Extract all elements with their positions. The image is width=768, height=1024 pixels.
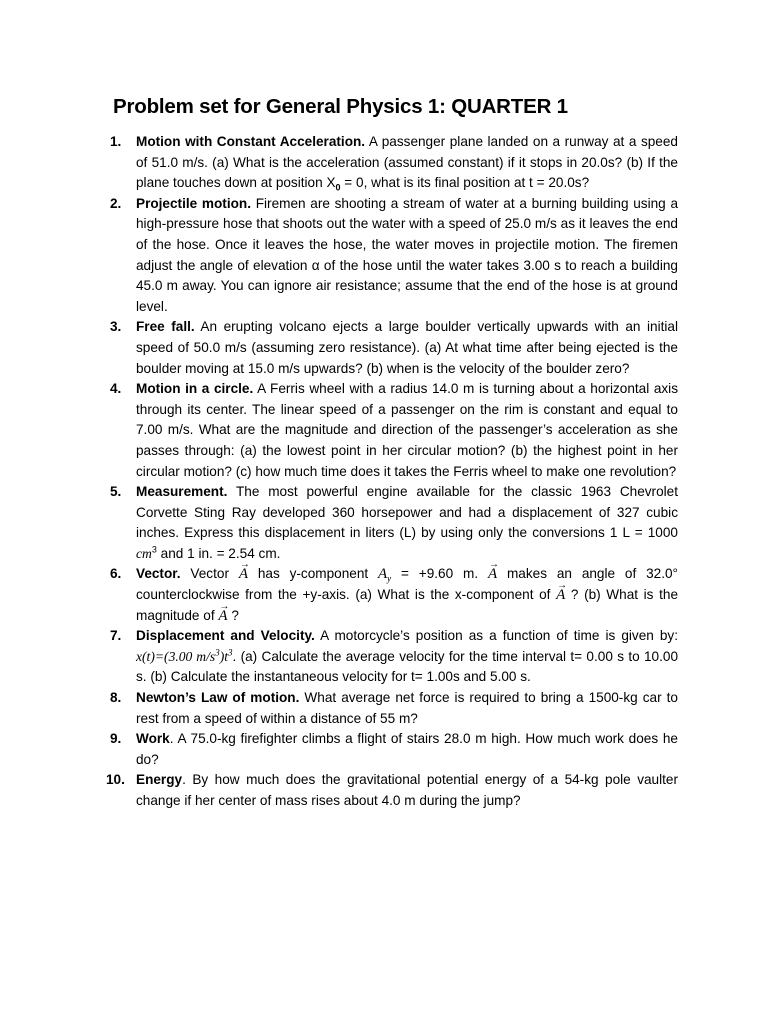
problem-number: 10. bbox=[106, 772, 125, 788]
problem-heading: Measurement. bbox=[136, 484, 228, 500]
problem-number: 2. bbox=[110, 195, 122, 211]
problem-number: 5. bbox=[110, 484, 122, 500]
problem-number: 7. bbox=[110, 628, 122, 644]
problem-item-5 bbox=[100, 482, 678, 564]
problem-text: A motorcycle’s position as a function of time is given by: bbox=[314, 628, 679, 644]
problem-text: What average net force is required to bring a 1500-kg car to rest from a speed of within a distance of 55 m? bbox=[136, 690, 678, 726]
problem-heading: Projectile motion. bbox=[136, 195, 251, 211]
subscript: 0 bbox=[335, 182, 341, 193]
problem-number: 9. bbox=[110, 731, 122, 747]
problem-heading: Vector. bbox=[136, 566, 181, 582]
vector-a-symbol: → A bbox=[556, 585, 565, 606]
problem-heading: Displacement and Velocity. bbox=[136, 628, 315, 644]
problem-item-1 bbox=[100, 132, 678, 194]
problem-list bbox=[100, 132, 678, 812]
problem-heading: Work bbox=[136, 731, 170, 747]
problem-number: 1. bbox=[110, 134, 122, 149]
problem-item-3 bbox=[100, 317, 678, 379]
problem-text: . By how much does the gravitational potential energy of a 54-kg pole vaulter change if her center of mass rises about 4.0 m during the jump? bbox=[136, 772, 678, 808]
problem-text: and 1 in. = 2.54 cm. bbox=[156, 545, 281, 561]
unit-symbol: cm bbox=[136, 545, 152, 561]
problem-heading: Newton’s Law of motion. bbox=[136, 690, 300, 706]
problem-text: ? bbox=[227, 607, 239, 623]
position-equation: )t bbox=[219, 648, 228, 664]
problem-heading: Energy bbox=[136, 772, 183, 788]
problem-heading: Motion with Constant Acceleration. bbox=[136, 134, 366, 149]
problem-heading: Motion in a circle. bbox=[136, 381, 254, 397]
page-title: Problem set for General Physics 1: QUARTER 1 bbox=[113, 95, 568, 118]
component-subscript: y bbox=[387, 574, 392, 585]
problem-text: = 0, what is its final position at t = 20.0s? bbox=[340, 175, 590, 191]
problem-text: . (a) Calculate the average velocity for the time interval t= 0.00 s to 10.00 s. (b) Calculate the instantaneous velocity for t= 1.00s and 5.00 s. bbox=[136, 648, 679, 685]
problem-number: 4. bbox=[110, 381, 122, 397]
problem-text: makes an angle of 32.0° counterclockwise from the +y-axis. (a) What is the x-component of bbox=[136, 566, 678, 603]
problem-item-9 bbox=[100, 729, 678, 770]
problem-item-6 bbox=[100, 564, 678, 626]
problem-text: The most powerful engine available for the classic 1963 Chevrolet Corvette Sting Ray developed 360 horsepower and had a displacement of 327 cubic inches. Express this displacement in liters (L) by using only the conversions 1 L = 1000 bbox=[136, 484, 678, 541]
problem-text: . A 75.0-kg firefighter climbs a flight of stairs 28.0 m high. How much work does he do? bbox=[136, 731, 678, 767]
vector-a-symbol: → A bbox=[488, 564, 497, 585]
problem-text: Firemen are shooting a stream of water at a burning building using a high-pressure hose that shoots out the water with a speed of 25.0 m/s as it leaves the end of the hose. Once it leaves the hose, the water moves in projectile motion. The firemen adjust the angle of elevation α of the hose until the water takes 3.00 s to reach a building 45.0 m away. You can ignore air resistance; assume that the end of the hose is at ground level. bbox=[136, 195, 679, 314]
unit-exponent: 3 bbox=[151, 544, 157, 555]
problem-number: 8. bbox=[110, 690, 122, 706]
problem-number: 6. bbox=[110, 566, 122, 582]
problem-item-2 bbox=[100, 194, 678, 318]
problem-text: ? (b) What is the magnitude of bbox=[136, 587, 679, 623]
equation-exponent: 3 bbox=[215, 647, 220, 658]
vector-a-symbol: → A bbox=[239, 564, 248, 585]
problem-text: has y-component bbox=[247, 566, 378, 582]
problem-text: = +9.60 m. bbox=[391, 566, 488, 582]
problem-item-7 bbox=[100, 626, 678, 688]
problem-heading: Free fall. bbox=[136, 319, 195, 335]
component-symbol: A bbox=[378, 566, 388, 583]
problem-item-4 bbox=[100, 379, 678, 482]
vector-a-symbol: → A bbox=[218, 606, 227, 627]
problem-text: Vector bbox=[180, 566, 239, 582]
problem-item-8 bbox=[100, 688, 678, 729]
problem-text: An erupting volcano ejects a large boulder vertically upwards with an initial speed of 50.0 m/s (assuming zero resistance). (a) At what time after being ejected is the boulder moving at 15.0 m/s upwards? (b) when is the velocity of the boulder zero? bbox=[136, 319, 678, 376]
problem-text: A Ferris wheel with a radius 14.0 m is turning about a horizontal axis through its center. The linear speed of a passenger on the rim is constant and equal to 7.00 m/s. What are the magnitude and direction of the passenger’s acceleration as she passes through: (a) the lowest point in her circular motion? (b) the highest point in her circular motion? (c) how much time does it takes the Ferris wheel to make one revolution? bbox=[136, 381, 678, 479]
problem-text: A passenger plane landed on a runway at a speed of 51.0 m/s. (a) What is the acceleration (assumed constant) if it stops in 20.0s? (b) If the plane touches down at position X bbox=[136, 134, 678, 191]
problem-item-10 bbox=[100, 770, 678, 811]
problem-number: 3. bbox=[110, 319, 122, 335]
equation-exponent: 3 bbox=[228, 647, 233, 658]
position-equation: x(t)=(3.00 m/s bbox=[136, 648, 216, 664]
